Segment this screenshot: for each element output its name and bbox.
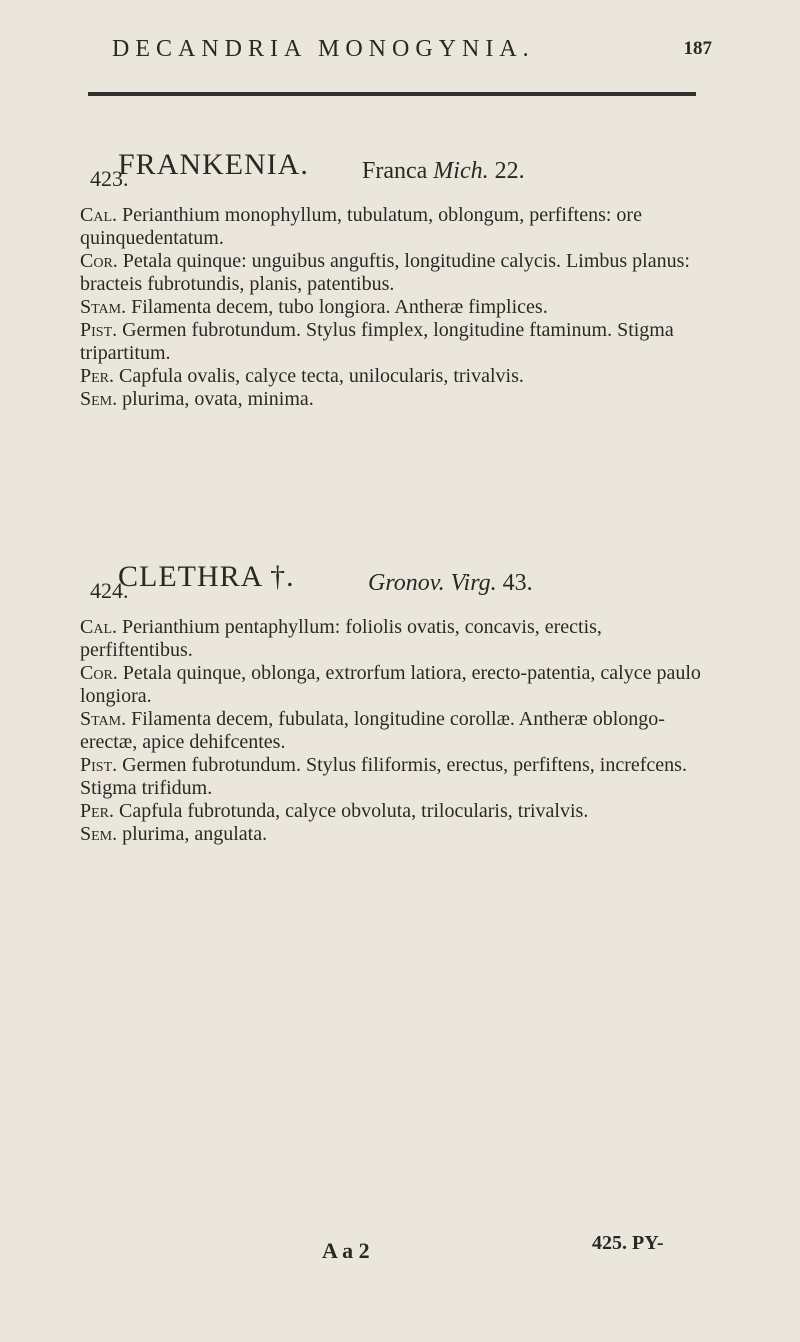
- authority-suffix: 43.: [502, 570, 533, 596]
- item-text: Petala quinque: unguibus anguftis, longitudine calycis. Limbus planus: bracteis fubrotundis, planis, patentibus.: [80, 250, 690, 295]
- item-text: Germen fubrotundum. Stylus filiformis, erectus, perfiftens, increfcens. Stigma trifidum.: [80, 754, 687, 799]
- item-text: Filamenta decem, fubulata, longitudine corollæ. Antheræ oblongo-erectæ, apice dehifcentes.: [80, 708, 665, 753]
- authority-italic: Gronov. Virg.: [368, 570, 497, 596]
- authority: [368, 570, 533, 597]
- genus-name: FRANKENIA.: [118, 148, 309, 181]
- entry-number: 424.: [90, 578, 129, 603]
- entry-heading: [90, 148, 710, 204]
- running-title: DECANDRIA MONOGYNIA.: [112, 36, 535, 62]
- entry-frankenia: [80, 148, 710, 411]
- description-item: [80, 708, 710, 754]
- authority-italic: Mich.: [433, 158, 489, 184]
- item-text: Petala quinque, oblonga, extrorfum latiora, erecto-patentia, calyce paulo longiora.: [80, 662, 701, 707]
- item-label: Cal.: [80, 204, 118, 226]
- item-label: Sem.: [80, 823, 118, 845]
- description-item: [80, 296, 710, 319]
- catchword: 425. PY-: [592, 1232, 664, 1254]
- description-item: [80, 319, 710, 365]
- item-label: Sem.: [80, 388, 118, 410]
- item-text: Filamenta decem, tubo longiora. Antheræ fimplices.: [131, 296, 548, 318]
- item-text: plurima, ovata, minima.: [122, 388, 314, 410]
- signature-mark: A a 2: [322, 1238, 370, 1263]
- item-text: plurima, angulata.: [122, 823, 268, 845]
- description: [80, 616, 710, 846]
- page-number: 187: [683, 38, 712, 59]
- item-label: Cal.: [80, 616, 118, 638]
- description-item: [80, 365, 710, 388]
- description-item: [80, 754, 710, 800]
- entry-number: 423.: [90, 166, 129, 191]
- item-label: Per.: [80, 365, 115, 387]
- description-item: [80, 662, 710, 708]
- item-label: Cor.: [80, 250, 118, 272]
- authority-prefix: Franca: [362, 158, 428, 184]
- page-header: [112, 36, 712, 76]
- item-text: Germen fubrotundum. Stylus fimplex, longitudine ftaminum. Stigma tripartitum.: [80, 319, 674, 364]
- item-text: Capfula fubrotunda, calyce obvoluta, trilocularis, trivalvis.: [119, 800, 589, 822]
- item-text: Perianthium pentaphyllum: foliolis ovatis, concavis, erectis, perfiftentibus.: [80, 616, 602, 661]
- item-text: Capfula ovalis, calyce tecta, unilocularis, trivalvis.: [119, 365, 524, 387]
- item-label: Stam.: [80, 708, 127, 730]
- description-item: [80, 204, 710, 250]
- item-label: Per.: [80, 800, 115, 822]
- genus-name: CLETHRA †.: [118, 560, 295, 593]
- description: [80, 204, 710, 411]
- item-label: Pist.: [80, 319, 118, 341]
- entry-heading: [90, 560, 710, 616]
- description-item: [80, 616, 710, 662]
- description-item: [80, 823, 710, 846]
- authority-suffix: 22.: [494, 158, 525, 184]
- item-text: Perianthium monophyllum, tubulatum, oblongum, perfiftens: ore quinquedentatum.: [80, 204, 642, 249]
- description-item: [80, 388, 710, 411]
- item-label: Pist.: [80, 754, 118, 776]
- item-label: Stam.: [80, 296, 127, 318]
- description-item: [80, 800, 710, 823]
- authority: [362, 158, 525, 185]
- item-label: Cor.: [80, 662, 118, 684]
- header-rule: [88, 92, 696, 96]
- description-item: [80, 250, 710, 296]
- entry-clethra: [80, 560, 710, 846]
